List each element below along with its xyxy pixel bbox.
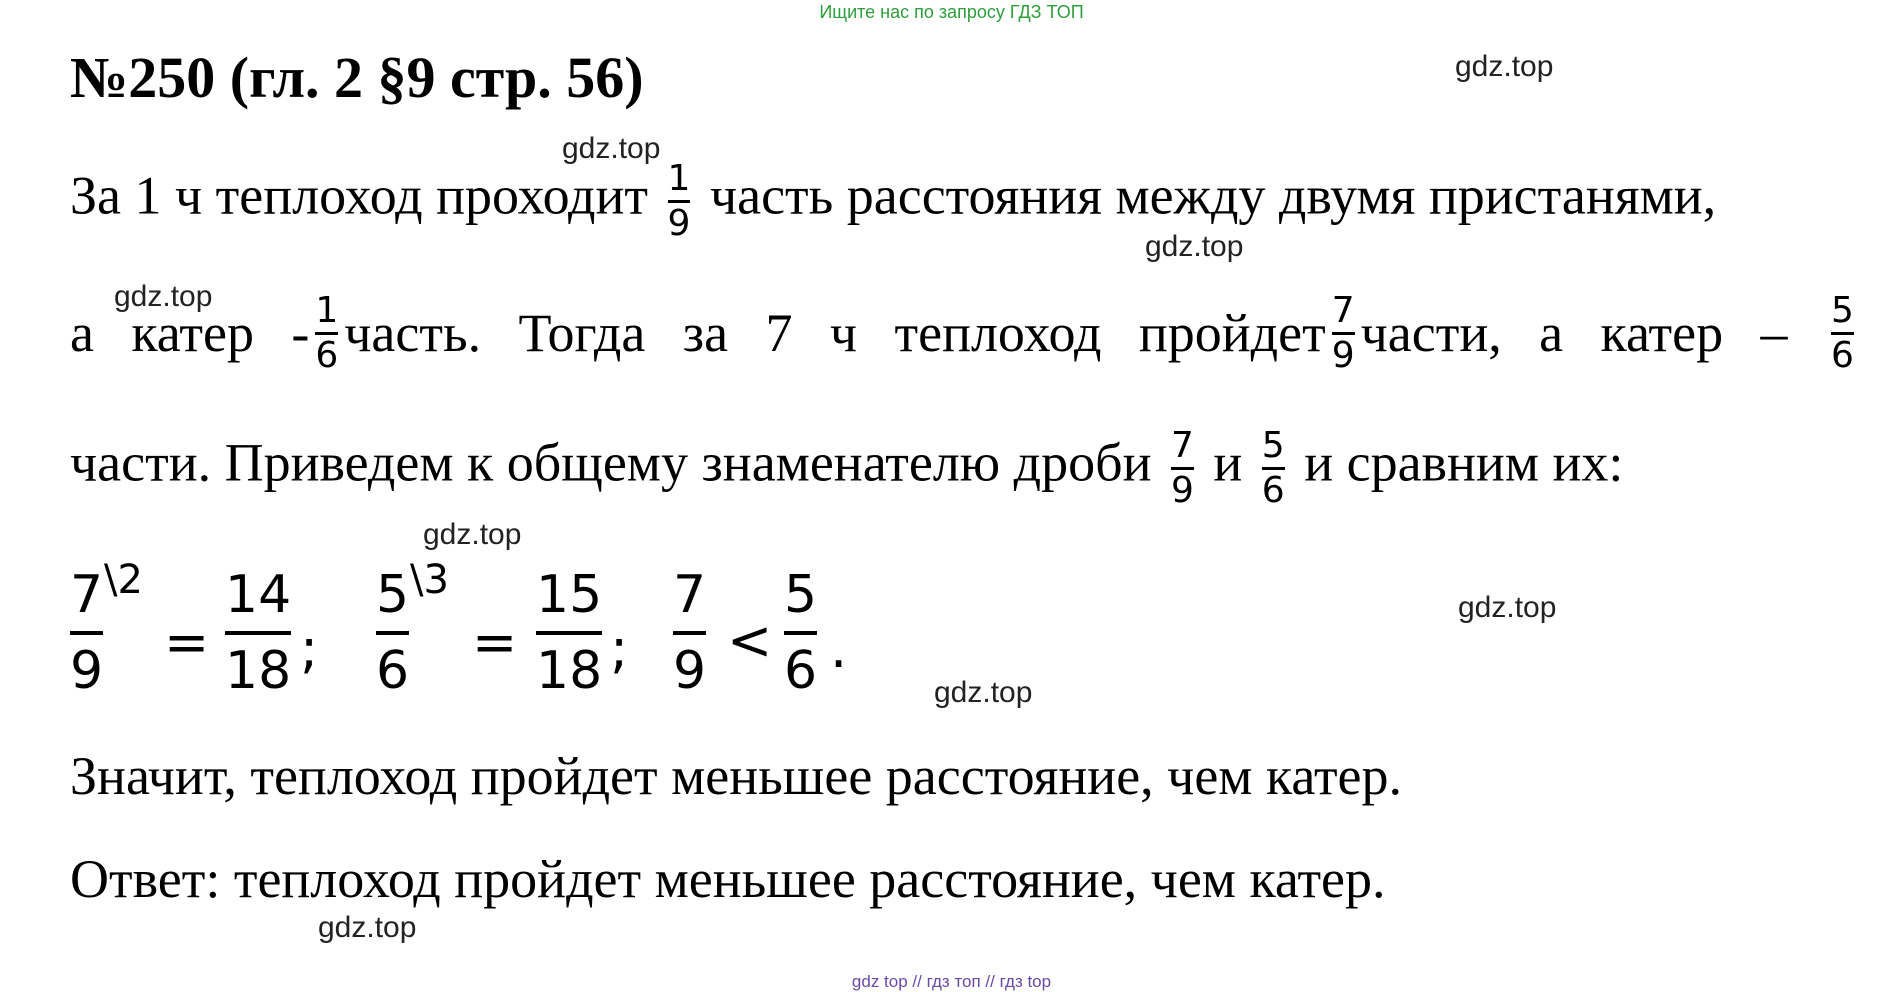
multiplier-superscript: \3 [410,557,449,603]
watermark: gdz.top [114,280,213,313]
fraction-numerator: 7 [70,565,104,625]
text-fragment: и [1213,432,1243,493]
fraction-bar [536,631,602,635]
word: пройдет [1138,303,1326,364]
fraction-denominator: 18 [225,641,292,701]
fraction [376,565,410,701]
fraction-numerator: 15 [536,565,603,625]
fraction-bar [70,631,103,635]
word: за [682,303,729,364]
conclusion-text: Значит, теплоход пройдет меньшее расстояние, чем катер. [70,746,1403,806]
text-line-1 [70,160,1716,243]
word: а [1539,303,1564,364]
fraction-numerator: 5 [1261,425,1285,466]
watermark: gdz.top [562,132,661,165]
equals-sign: = [472,611,518,674]
fraction-denominator: 6 [376,641,410,701]
fraction-numerator: 5 [784,565,818,625]
fraction-denominator: 6 [784,641,818,701]
less-than-sign: < [727,609,773,672]
fraction [1171,427,1194,510]
fraction-numerator: 14 [225,565,292,625]
fraction-denominator: 6 [1261,469,1285,511]
fraction [1262,427,1285,510]
page-title: №250 (гл. 2 §9 стр. 56) [70,45,644,110]
top-banner: Ищите нас по запросу ГДЗ ТОП [819,2,1084,22]
text-fragment: и сравним их: [1304,432,1624,493]
watermark: gdz.top [1145,230,1244,263]
fraction-bar [673,631,706,635]
multiplier-superscript: \2 [104,557,143,603]
fraction-denominator: 9 [673,641,707,701]
fraction [668,160,691,243]
word: части, [1360,303,1502,364]
text-line-2 [70,292,1860,375]
watermark: gdz.top [423,518,522,551]
fraction [315,292,338,375]
word: катер [1600,303,1724,364]
word-group [1139,292,1502,375]
fraction [1332,292,1355,375]
word: часть. [344,303,482,364]
word: а [70,303,94,364]
text-line-3 [70,427,1623,510]
fraction-denominator: 9 [1170,469,1194,511]
fraction-numerator: 7 [1170,425,1194,466]
fraction [536,565,603,701]
text-fragment: части. Приведем к общему знаменателю дроби [70,432,1152,493]
fraction-bar [784,631,817,635]
fraction-denominator: 9 [70,641,104,701]
fraction-numerator: 1 [667,158,691,199]
fraction-numerator: 5 [376,565,410,625]
word: катер [131,303,254,364]
word: 7 [765,303,793,364]
answer-text: Ответ: теплоход пройдет меньшее расстояние, чем катер. [70,849,1386,909]
fraction-denominator: 9 [667,202,691,244]
fraction-denominator: 18 [536,641,603,701]
fraction-denominator: 9 [1331,334,1355,376]
fraction [784,565,818,701]
fraction-bar [225,631,291,635]
equals-sign: = [164,611,210,674]
fraction [1831,292,1854,375]
fraction-numerator: 1 [315,290,339,331]
separator: ; [610,617,629,680]
fraction-denominator: 6 [1830,334,1854,376]
text-fragment: За 1 ч теплоход проходит [70,165,649,226]
word-group [291,292,481,375]
word: Тогда [518,303,646,364]
period: . [830,617,848,680]
watermark: gdz.top [1458,591,1557,624]
word: - [291,303,310,364]
word: теплоход [894,303,1102,364]
word: ч [829,303,858,364]
fraction [673,565,707,701]
watermark: gdz.top [318,911,417,944]
watermark: gdz.top [934,676,1033,709]
fraction-bar [376,631,409,635]
watermark: gdz.top [1455,50,1554,83]
fraction-numerator: 5 [1830,290,1854,331]
fraction [225,565,292,701]
footer-links: gdz top // гдз топ // гдз top [851,972,1052,991]
word: – [1760,303,1788,364]
equation-row [62,557,962,715]
fraction [70,565,104,701]
fraction-numerator: 7 [673,565,707,625]
text-fragment: часть расстояния между двумя пристанями, [709,165,1717,226]
separator: ; [300,617,319,680]
fraction-denominator: 6 [315,334,339,376]
fraction-numerator: 7 [1331,290,1355,331]
